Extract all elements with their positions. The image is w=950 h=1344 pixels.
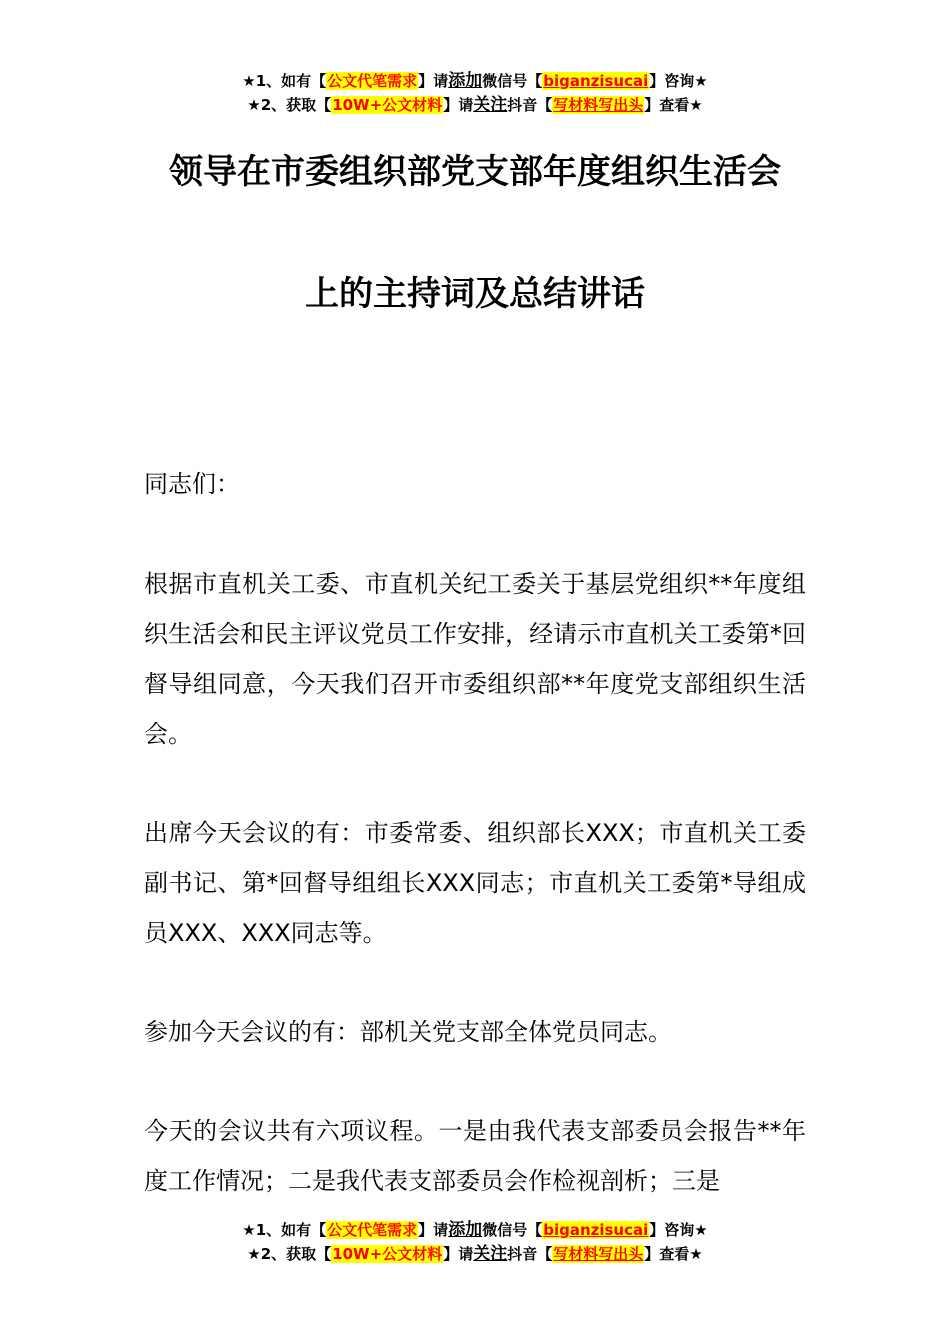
highlight-service: 公文代笔需求 (327, 1221, 418, 1239)
document-title-line-2: 上的主持词及总结讲话 (305, 274, 645, 314)
banner-text: 】请 (443, 96, 474, 114)
highlight-douyin-name: 写材料写出头 (553, 96, 644, 114)
banner-text: 微信号【 (482, 72, 543, 90)
emphasis-add: 添加 (448, 71, 483, 91)
banner-line-2 (0, 1242, 950, 1266)
highlight-materials: 10W+公文材料 (332, 96, 443, 114)
banner-text: 抖音【 (507, 96, 553, 114)
highlight-douyin-name: 写材料写出头 (553, 1245, 644, 1263)
banner-text: 抖音【 (507, 1245, 553, 1263)
banner-text: ★1、如有【 (242, 72, 327, 90)
document-body (144, 559, 806, 1255)
salutation: 同志们： (144, 470, 240, 498)
banner-line-1 (0, 69, 950, 93)
banner-text: 】请 (418, 72, 449, 90)
paragraph-4: 今天的会议共有六项议程。一是由我代表支部委员会报告**年度工作情况；二是我代表支部委员会作检视剖析；三是 (144, 1117, 806, 1195)
highlight-service: 公文代笔需求 (327, 72, 418, 90)
banner-text: 】查看★ (644, 1245, 703, 1263)
header-banner (0, 69, 950, 117)
paragraph-3: 参加今天会议的有：部机关党支部全体党员同志。 (144, 1018, 672, 1046)
highlight-wechat-id: biganzisucai (543, 1221, 649, 1239)
footer-banner (0, 1218, 950, 1266)
banner-text: ★2、获取【 (247, 96, 332, 114)
banner-text: 】咨询★ (649, 1221, 708, 1239)
paragraph-2: 出席今天会议的有：市委常委、组织部长XXX；市直机关工委副书记、第*回督导组组长XXX同志；市直机关工委第*导组成员XXX、XXX同志等。 (144, 819, 806, 947)
highlight-wechat-id: biganzisucai (543, 72, 649, 90)
banner-text: ★2、获取【 (247, 1245, 332, 1263)
banner-text: 】查看★ (644, 96, 703, 114)
emphasis-follow: 关注 (473, 1244, 508, 1264)
emphasis-add: 添加 (448, 1220, 483, 1240)
paragraph-1: 根据市直机关工委、市直机关纪工委关于基层党组织**年度组织生活会和民主评议党员工作安排，经请示市直机关工委第*回督导组同意，今天我们召开市委组织部**年度党支部组织生活会。 (144, 570, 806, 748)
banner-text: 】咨询★ (649, 72, 708, 90)
emphasis-follow: 关注 (473, 95, 508, 115)
banner-line-2 (0, 93, 950, 117)
banner-text: 微信号【 (482, 1221, 543, 1239)
highlight-materials: 10W+公文材料 (332, 1245, 443, 1263)
document-title-line-1: 领导在市委组织部党支部年度组织生活会 (169, 152, 781, 192)
banner-text: 】请 (418, 1221, 449, 1239)
banner-line-1 (0, 1218, 950, 1242)
banner-text: 】请 (443, 1245, 474, 1263)
banner-text: ★1、如有【 (242, 1221, 327, 1239)
